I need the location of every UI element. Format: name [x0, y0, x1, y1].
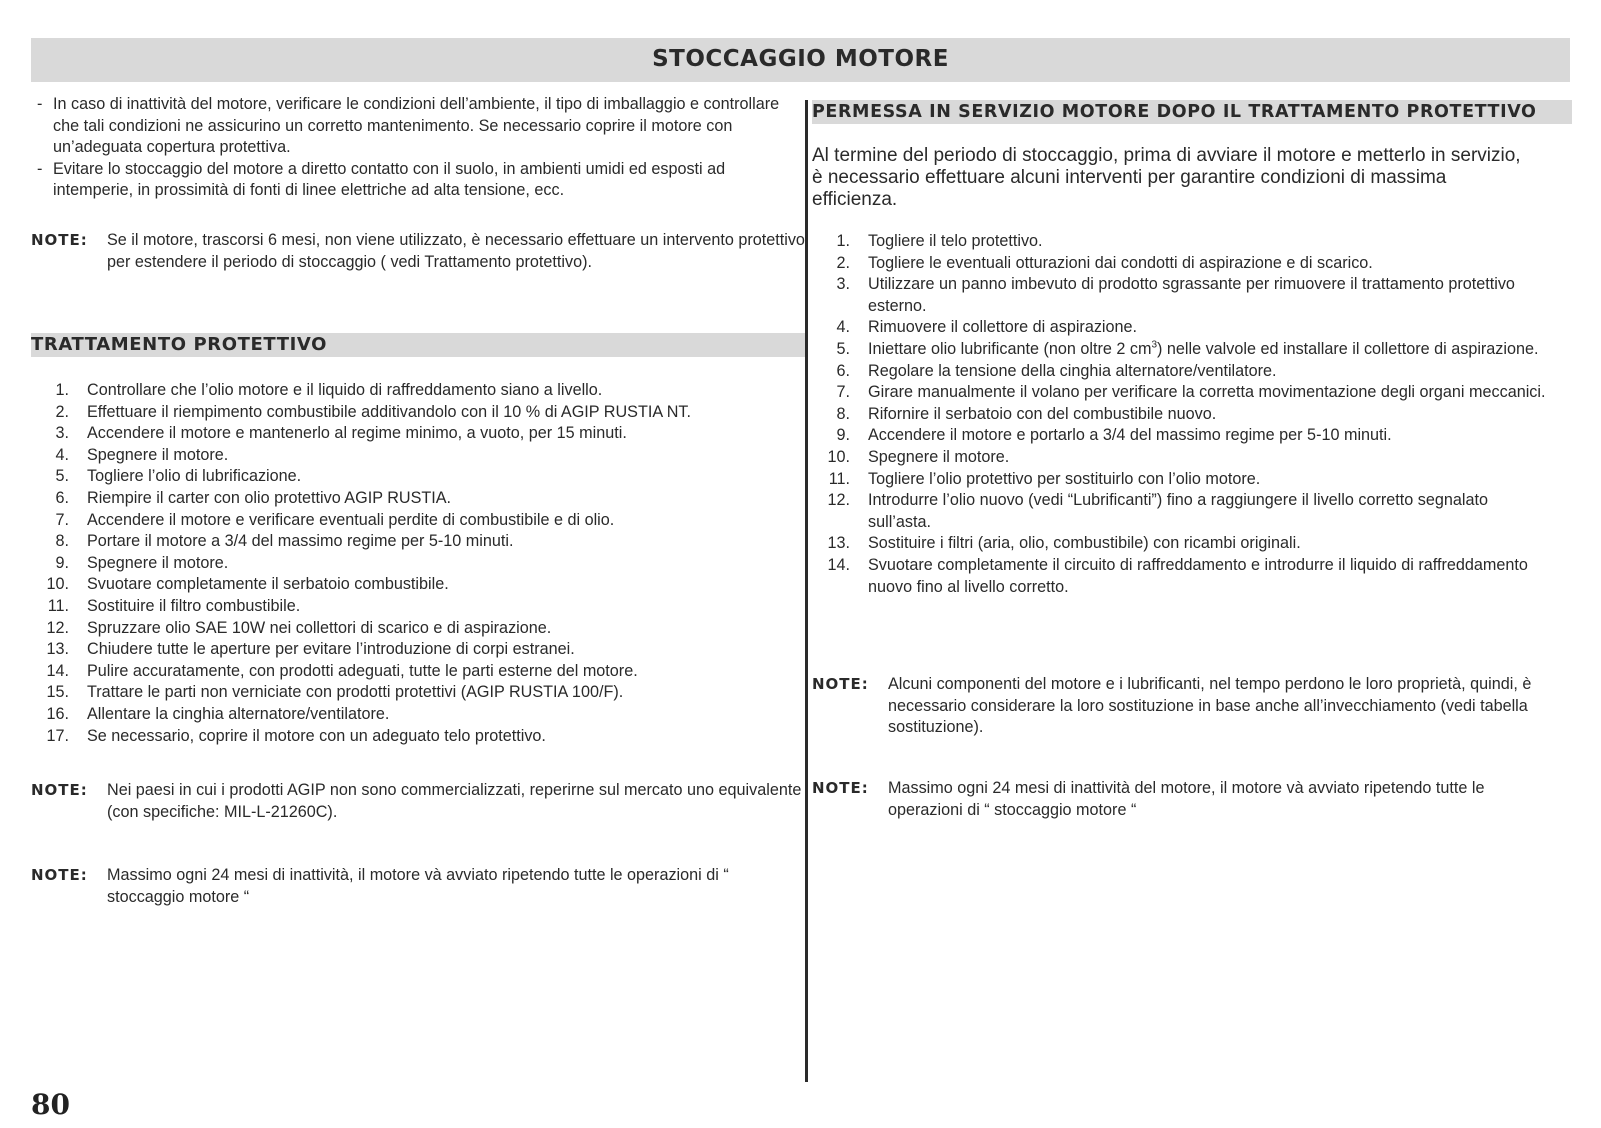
list-item: 10. Spegnere il motore.: [827, 447, 1010, 466]
page-title-banner: [31, 38, 1570, 82]
section-title-permessa: PERMESSA IN SERVIZIO MOTORE DOPO IL TRATTAMENTO PROTETTIVO: [812, 100, 1572, 124]
note-text: Nei paesi in cui i prodotti AGIP non sono commercializzati, reperirne sul mercato uno equivalente (con specifiche: MIL-L-21260C).: [107, 781, 802, 821]
list-item: 4. Rimuovere il collettore di aspirazione.: [836, 318, 1138, 337]
intro-bullets: [37, 94, 805, 202]
note-24-months: [31, 865, 805, 908]
list-item: 5. Iniettare olio lubrificante (non oltre 2 $cm^3$) nelle valvole ed installare il collettore di aspirazione.: [836, 339, 1539, 358]
note-label: NOTE:: [812, 779, 869, 797]
note-storage-6-months: [31, 230, 805, 273]
list-item: 3. Accendere il motore e mantenerlo al regime minimo, a vuoto, per 15 minuti.: [55, 424, 627, 443]
column-divider: [805, 100, 808, 1082]
list-item: 1. Togliere il telo protettivo.: [836, 232, 1043, 250]
list-item: 1. Controllare che l’olio motore e il liquido di raffreddamento siano a livello.: [55, 381, 603, 399]
list-item: 2. Togliere le eventuali otturazioni dai condotti di aspirazione e di scarico.: [836, 253, 1373, 272]
list-item: 8. Portare il motore a 3/4 del massimo regime per 5-10 minuti.: [55, 532, 514, 551]
note-label: NOTE:: [31, 781, 88, 799]
list-item: 9. Spegnere il motore.: [55, 553, 229, 572]
list-item: 10. Svuotare completamente il serbatoio combustibile.: [46, 575, 449, 594]
note-text: Alcuni componenti del motore e i lubrificanti, nel tempo perdono le loro proprietà, quindi, è necessario considerare la loro sostituzione in base anche all’invecchiamento (vedi tabella sostituzione).: [888, 675, 1532, 736]
note-agip-equivalent: [31, 780, 805, 823]
list-item: 13. Chiudere tutte le aperture per evitare l’introduzione di corpi estranei.: [46, 640, 575, 659]
page-number: 80: [31, 1088, 70, 1121]
note-label: NOTE:: [31, 231, 88, 249]
section-title-trattamento: TRATTAMENTO PROTETTIVO: [31, 333, 805, 357]
list-item: 8. Rifornire il serbatoio con del combustibile nuovo.: [836, 404, 1217, 423]
list-item: 2. Effettuare il riempimento combustibile additivandolo con il 10 % di AGIP RUSTIA NT.: [55, 402, 692, 421]
list-item: 12. Spruzzare olio SAE 10W nei collettori di scarico e di aspirazione.: [46, 618, 552, 637]
note-label: NOTE:: [31, 866, 88, 884]
list-item: 17. Se necessario, coprire il motore con un adeguato telo protettivo.: [46, 726, 546, 745]
list-item: 14. Svuotare completamente il circuito di raffreddamento e introdurre il liquido di raffreddamento nuovo fino al livello corretto.: [827, 555, 1528, 596]
list-item: 11. Togliere l’olio protettivo per sostituirlo con l’olio motore.: [828, 469, 1261, 488]
note-text: Massimo ogni 24 mesi di inattività del motore, il motore và avviato ripetendo tutte le operazioni di “ stoccaggio motore “: [888, 779, 1485, 819]
list-item: 16. Allentare la cinghia alternatore/ventilatore.: [46, 704, 390, 723]
list-item: 4. Spegnere il motore.: [55, 445, 229, 464]
bullet-item: - Evitare lo stoccaggio del motore a diretto contatto con il suolo, in ambienti umidi ed esposti ad intemperie, in prossimità di fonti di linee elettriche ad alta tensione, ecc.: [37, 159, 726, 199]
list-item: 13. Sostituire i filtri (aria, olio, combustibile) con ricambi originali.: [827, 534, 1301, 553]
list-item: 7. Girare manualmente il volano per verificare la corretta movimentazione degli organi meccanici.: [836, 383, 1546, 402]
list-item: 12. Introdurre l’olio nuovo (vedi “Lubrificanti”) fino a raggiungere il livello corretto segnalato sull’asta.: [827, 491, 1488, 531]
note-label: NOTE:: [812, 675, 869, 693]
intro-paragraph: Al termine del periodo di stoccaggio, prima di avviare il motore e metterlo in servizio, è necessario effettuare alcuni interventi per garantire condizioni di massima efficienza.: [812, 145, 1521, 210]
note-components-aging: [812, 674, 1552, 739]
note-text: Se il motore, trascorsi 6 mesi, non viene utilizzato, è necessario effettuare un intervento protettivo per estendere il periodo di stoccaggio ( vedi Trattamento protettivo).: [107, 231, 805, 271]
permessa-steps: [812, 231, 1552, 598]
list-item: 9. Accendere il motore e portarlo a 3/4 del massimo regime per 5-10 minuti.: [836, 426, 1392, 445]
trattamento-steps: [31, 380, 805, 747]
note-24-months-restart: [812, 778, 1552, 821]
list-item: 6. Regolare la tensione della cinghia alternatore/ventilatore.: [836, 361, 1277, 380]
list-item: 6. Riempire il carter con olio protettivo AGIP RUSTIA.: [55, 488, 452, 507]
list-item: 11. Sostituire il filtro combustibile.: [47, 596, 301, 615]
list-item: 14. Pulire accuratamente, con prodotti adeguati, tutte le parti esterne del motore.: [46, 661, 638, 680]
note-text: Massimo ogni 24 mesi di inattività, il motore và avviato ripetendo tutte le operazioni di “ stoccaggio motore “: [107, 866, 729, 906]
list-item: 5. Togliere l’olio di lubrificazione.: [55, 467, 302, 486]
bullet-item: - In caso di inattività del motore, verificare le condizioni dell’ambiente, il tipo di imballaggio e controllare che tali condizioni ne assicurino un corretto mantenimento. Se necessario coprire il motore con un’adeguata copertura protettiva.: [37, 95, 780, 156]
list-item: 3. Utilizzare un panno imbevuto di prodotto sgrassante per rimuovere il trattamento protettivo esterno.: [836, 275, 1515, 315]
list-item: 7. Accendere il motore e verificare eventuali perdite di combustibile e di olio.: [55, 510, 615, 529]
page-title: STOCCAGGIO MOTORE: [652, 46, 949, 72]
list-item: 15. Trattare le parti non verniciate con prodotti protettivi (AGIP RUSTIA 100/F).: [46, 683, 624, 702]
